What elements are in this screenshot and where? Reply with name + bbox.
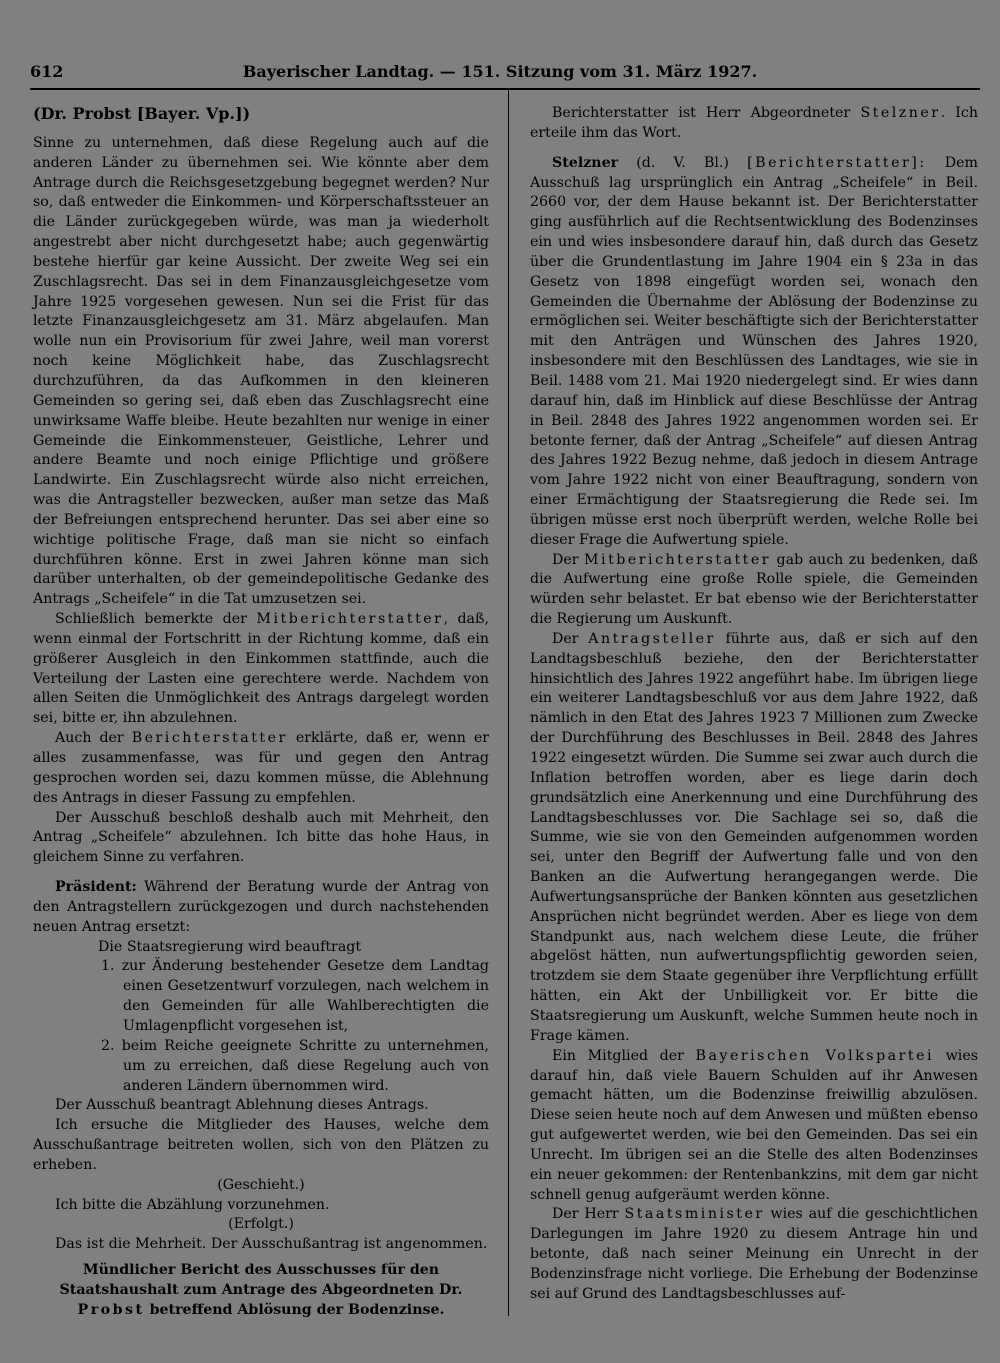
left-column xyxy=(33,104,489,1321)
paragraph: Ich ersuche die Mitglieder des Hauses, welche dem Ausschußantrage beitreten wollen, sich von den Plätzen zu erheben. xyxy=(33,1117,489,1173)
paragraph: Der Herr Staatsminister wies auf die geschichtlichen Darlegungen im Jahre 1920 zu diesem Antrage hin und betonte, daß nach seiner Meinung ein Unrecht in der Bodenzinsfrage nicht vorliege. Die Erhebung der Bodenzinse sei auf Grund des Landtagsbeschlusses auf- xyxy=(530,1206,978,1302)
paragraph: Ich bitte die Abzählung vorzunehmen. xyxy=(55,1196,330,1213)
president-label: Präsident: xyxy=(55,879,137,896)
right-column xyxy=(530,104,978,1305)
paragraph: Der Ausschuß beschloß deshalb auch mit Mehrheit, den Antrag „Scheifele“ abzulehnen. Ich bitte das hohe Haus, in gleichem Sinne zu verfahren. xyxy=(33,809,489,866)
role-mitberichterstatter: Mitberichterstatter xyxy=(256,611,444,628)
role-berichterstatter: Berichterstatter xyxy=(131,730,288,747)
paragraph: Präsident: Während der Beratung wurde der Antrag von den Antragstellern zurückgezogen und durch nachstehenden neuen Antrag ersetzt: xyxy=(33,879,489,935)
page-number: 612 xyxy=(30,62,64,81)
paragraph: Auch der Berichterstatter erklärte, daß er, wenn er alles zusammenfasse, was für und gegen den Antrag gesprochen worden sei, dazu kommen müsse, die Ablehnung des Antrags in dieser Fassung zu empfehlen. xyxy=(33,730,489,806)
speaker-tag: (Dr. Probst [Bayer. Vp.]) xyxy=(33,104,251,123)
paragraph: Sinne zu unternehmen, daß diese Regelung auch auf die anderen Länder zu übernehmen sei. Wie könnte aber dem Antrage durch die Reichsgesetzgebung begegnet werden? Nur so, daß entweder die Einkommen- und Körperschaftssteuer an die Länder zurückgegeben würde, was man ja wiederholt angestrebt aber nicht durchgesetzt habe; auch gegenwärtig bestehe hierfür gar keine Aussicht. Der zweite Weg sei ein Zuschlagsrecht. Das sei in dem Finanzausgleichgesetze vom Jahre 1925 vorgesehen gewesen. Nun sei die Frist für das letzte Finanzausgleichgesetz am 31. März abgelaufen. Man wolle nun ein Provisorium für zwei Jahre, weil man vorerst noch keine Möglichkeit habe, das Zuschlagsrecht durchzuführen, da das Aufkommen in den kleineren Gemeinden so gering sei, daß eben das Zuschlagsrecht eine unwirksame Waffe bleibe. Heute bezahlten nur wenige in einer Gemeinde die Einkommensteuer, Geistliche, Lehrer und andere Beamte und noch einige Pflichtige und größere Landwirte. Ein Zuschlagsrecht würde also nicht erreichen, was die Antragsteller bezwecken, außer man setze das Maß der Befreiungen entsprechend herunter. Das sei aber eine so wichtige politische Frage, daß man sie nicht so einfach durchführen könne. Erst in zwei Jahren könne man sich darüber unterhalten, ob der gemeindepolitische Gedanke des Antrags „Scheifele“ in die Tat umzusetzen sei. xyxy=(33,134,489,608)
name-stelzner: Stelzner xyxy=(860,105,941,121)
list-item: 1. zur Änderung bestehender Gesetze dem Landtag einen Gesetzentwurf vorzulegen, nach welchem in den Gemeinden für alle Wahlberechtigten die Umlagenpflicht vorgesehen ist, xyxy=(101,958,489,1034)
paragraph: Der Ausschuß beantragt Ablehnung dieses Antrags. xyxy=(55,1097,429,1114)
paragraph: Berichterstatter ist Herr Abgeordneter Stelzner. Ich erteile ihm das Wort. xyxy=(530,105,978,141)
paragraph: Der Mitberichterstatter gab auch zu bedenken, daß die Aufwertung eine große Rolle spiele, die Gemeinden würden sehr belastet. Er bat ebenso wie der Berichterstatter die Regierung um Auskunft. xyxy=(530,551,978,628)
stage-direction: (Erfolgt.) xyxy=(228,1216,294,1233)
resolution-intro: Die Staatsregierung wird beauftragt xyxy=(98,938,362,955)
column-divider xyxy=(508,88,509,1316)
page-title: Bayerischer Landtag. — 151. Sitzung vom 31. März 1927. xyxy=(242,62,758,81)
paragraph: Stelzner (d. V. Bl.) [Berichterstatter]: Dem Ausschuß lag ursprünglich ein Antrag „Scheifele“ in Beil. 2660 vor, der dem Hause bekannt ist. Der Berichterstatter ging ausführlich auf die Rechtsentwicklung des Bodenzinses ein und wies insbesondere darauf hin, daß durch das Gesetz über die Grundentlastung im Jahre 1904 ein § 23a in das Gesetz von 1898 eingefügt worden sei, wonach den Gemeinden die Übernahme der Ablösung der Bodenzinse zu ermöglichen sei. Weiter beschäftigte sich der Berichterstatter mit den Anträgen und Wünschen des Jahres 1920, insbesondere mit den Beschlüssen des Landtages, wie sie in Beil. 1488 vom 21. Mai 1920 niedergelegt sind. Er wies dann darauf hin, daß im Hinblick auf diese Beschlüsse der Antrag in Beil. 2848 des Jahres 1922 angenommen worden sei. Er betonte ferner, daß der Antrag „Scheifele“ auf diesen Antrag des Jahres 1922 Bezug nehme, daß jedoch in diesem Antrage vom Jahre 1922 nicht von einer Beauftragung, sondern von einer Ermächtigung der Staatsregierung die Rede sei. Im übrigen müsse erst noch überprüft werden, welche Rolle bei dieser Frage die Aufwertung spiele. xyxy=(530,154,978,548)
list-item: 2. beim Reiche geeignete Schritte zu unternehmen, um zu erreichen, daß diese Regelung auch von anderen Ländern übernommen wird. xyxy=(101,1037,489,1094)
page-header xyxy=(30,62,970,86)
paragraph: Der Antragsteller führte aus, daß er sich auf den Landtagsbeschluß beziehe, den der Berichterstatter hinsichtlich des Jahres 1922 angeführt habe. Im übrigen liege ein weiterer Landtagsbeschluß vor aus dem Jahre 1922, daß nämlich in den Etat des Jahres 1923 7 Millionen zum Zwecke der Durchführung des Beschlusses in Beil. 2848 des Jahres 1922 eingesetzt würden. Die Summe sei zwar auch durch die Inflation betroffen worden, aber es liege darin doch grundsätzlich eine Anerkennung und eine Durchführung des Landtagsbeschlusses vor. Die Sachlage sei so, daß die Summe, wie sie von den Gemeinden aufgenommen worden sei, unter den Begriff der Aufwertung falle und von den Banken an die Aufwertung herangegangen werde. Die Aufwertungsansprüche der Banken könnten aus gesetzlichen Ansprüchen nicht begründet werden. Aber es liege von dem Standpunkt aus, nach welchem diese Leute, die früher abgelöst hätten, nun aufwertungspflichtig geworden seien, trotzdem sie dem Staate gegenüber ihre Verpflichtung erfüllt hätten, ein Akt der Unbilligkeit vor. Er bitte die Staatsregierung um Auskunft, welche Summen heute noch in Frage kämen. xyxy=(530,630,979,1044)
paragraph: Ein Mitglied der Bayerischen Volkspartei wies darauf hin, daß viele Bauern Schulden auf ihr Anwesen gemacht hätten, um die Bodenzinse freiwillig abzulösen. Diese seien heute noch auf dem Anwesen und müßten ebenso gut aufgewertet werden, wie bei den Gemeinden. Das sei ein Unrecht. Im übrigen sei an die Stelle des alten Bodenzinses ein neuer gekommen: der Rentenbankzins, mit dem gar nicht schnell genug aufgeräumt werden könne. xyxy=(530,1047,979,1203)
stage-direction: (Geschieht.) xyxy=(217,1176,305,1193)
paragraph: Das ist die Mehrheit. Der Ausschußantrag ist angenommen. xyxy=(55,1236,488,1253)
section-title: Mündlicher Bericht des Ausschusses für den Staatshaushalt zum Antrage des Abgeordneten Dr. Probst betreffend Ablösung der Bodenzinse. xyxy=(59,1262,463,1318)
header-rule xyxy=(30,88,980,90)
paragraph: Schließlich bemerkte der Mitberichterstatter, daß, wenn einmal der Fortschritt in der Richtung komme, daß ein größerer Ausgleich in den Einkommen stattfinde, auch die Verteilung der Lasten eine gerechtere werde. Nachdem von allen Seiten die Unmöglichkeit des Antrags dargelegt worden sei, bitte er, ihn abzulehnen. xyxy=(33,611,489,727)
speaker-name: Stelzner xyxy=(552,154,619,171)
